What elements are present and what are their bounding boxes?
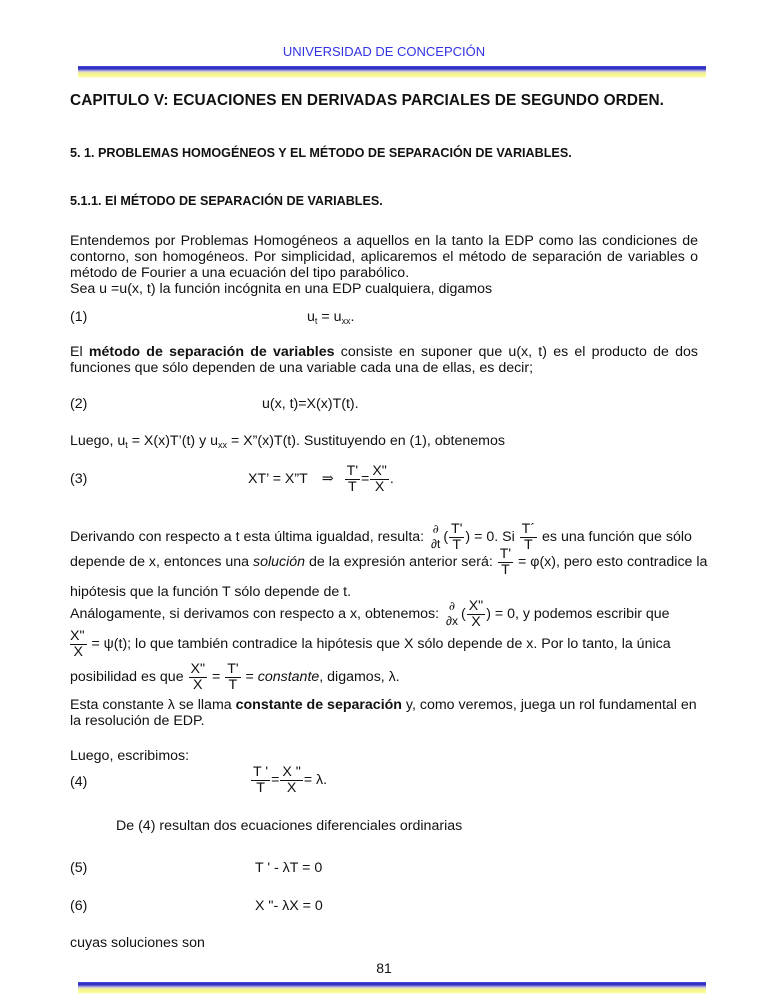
denominator: T [228, 676, 238, 693]
denominator: T [524, 536, 533, 553]
eq-sub: t [125, 440, 128, 450]
intro-paragraph [70, 233, 698, 297]
numerator: X" [70, 627, 85, 644]
eq-text: u [307, 309, 315, 325]
section-heading: 5. 1. PROBLEMAS HOMOGÉNEOS Y EL MÉTODO DE SEPARACIÓN DE VARIABLES. [70, 146, 572, 160]
intro-line: Entendemos por Problemas Homogéneos a aquellos en la tanto la EDP como las condiciones de [70, 233, 698, 249]
denominator: T [348, 478, 357, 495]
method-line [70, 344, 698, 360]
subsection-heading: 5.1.1. El MÉTODO DE SEPARACIÓN DE VARIABLES. [70, 194, 383, 208]
header-divider [78, 66, 706, 78]
eq-text: = [208, 669, 225, 685]
eq-text: = u [317, 309, 342, 325]
italic-term: solución [253, 554, 306, 570]
equation-2: u(x, t)=X(x)T(t). [262, 396, 359, 412]
eq-text: = [241, 669, 258, 685]
escribimos-line: Luego, escribimos: [70, 748, 190, 764]
footer-divider [78, 982, 706, 994]
numerator: T' [451, 520, 463, 537]
denominator: X [193, 676, 203, 693]
fraction [225, 662, 240, 693]
text: Análogamente, si derivamos con respecto a x, obtenemos: [70, 606, 444, 622]
denominator: X [374, 478, 385, 495]
denominator: X [286, 779, 297, 796]
numerator: T' [227, 660, 239, 677]
text: El [70, 344, 89, 360]
fraction [251, 765, 270, 796]
text: = ψ(t); lo que también contradice la hipótesis que X sólo depende de x. Por lo tanto, la única [87, 636, 671, 652]
numerator: T´ [521, 520, 536, 537]
fraction [345, 464, 360, 495]
equation-label: (5) [70, 860, 88, 876]
eq-sub: xx [218, 440, 228, 450]
eq-text: ( [443, 529, 449, 545]
denominator: T [452, 536, 462, 553]
equation-label: (3) [70, 471, 88, 487]
hipotesis-line: hipótesis que la función T sólo depende de t. [70, 584, 352, 600]
text: = φ(x), pero esto contradice la [514, 554, 708, 570]
equation-6: X "- λX = 0 [255, 898, 323, 914]
constante-line: la resolución de EDP. [70, 713, 205, 729]
eq-text: = λ. [303, 772, 328, 788]
bold-term: constante de separación [235, 697, 402, 713]
luego-line [70, 433, 505, 449]
eq-sub: xx [341, 316, 351, 326]
text: = X(x)T’(t) y u [127, 433, 219, 449]
numerator: T' [346, 462, 359, 479]
text: , y podemos escribir que [515, 606, 670, 622]
equation-1 [307, 309, 354, 325]
eq-text: ( [460, 606, 466, 622]
denominator: X [471, 613, 481, 630]
equation-label: (1) [70, 309, 88, 325]
text: de la expresión anterior será: [305, 554, 497, 570]
text: y, como veremos, juega un rol fundamental en [401, 697, 697, 713]
equation-4 [250, 758, 327, 802]
equation-label: (6) [70, 898, 88, 914]
de4-line: De (4) resultan dos ecuaciones diferenciales ordinarias [116, 818, 463, 834]
eq-text: . [389, 471, 394, 487]
text: consiste en suponer que u(x, t) es el producto de dos [334, 344, 698, 360]
text: Derivando con respecto a t esta última igualdad, resulta: [70, 529, 429, 545]
fraction [70, 629, 87, 660]
text: Luego, u [70, 433, 126, 449]
fraction [189, 662, 208, 693]
method-paragraph [70, 344, 698, 376]
denominator: X [73, 643, 83, 660]
numerator: X" [468, 597, 484, 614]
numerator: ∂ [432, 522, 439, 536]
numerator: T ' [253, 763, 269, 780]
denominator: T [256, 779, 265, 796]
constante-paragraph [70, 697, 698, 729]
text: , digamos, λ. [319, 669, 400, 685]
text: Esta constante λ se llama [70, 697, 236, 713]
fraction [280, 765, 302, 796]
header-institution: UNIVERSIDAD DE CONCEPCIÓN [282, 44, 486, 59]
eq-text: = [271, 772, 280, 788]
italic-term: constante [257, 669, 320, 685]
numerator: X" [190, 660, 206, 677]
numerator: T' [499, 545, 512, 562]
cuyas-line: cuyas soluciones son [70, 935, 205, 951]
text: depende de x, entonces una [70, 554, 254, 570]
chapter-title: CAPITULO V: ECUACIONES EN DERIVADAS PARCIALES DE SEGUNDO ORDEN. [70, 92, 665, 109]
fraction [498, 547, 513, 578]
text: es una función que sólo [538, 529, 692, 545]
page-number: 81 [376, 960, 392, 976]
bold-term: método de separación de variables [88, 344, 335, 360]
numerator: X" [372, 462, 387, 479]
fraction [370, 464, 389, 495]
text: posibilidad es que [70, 669, 188, 685]
eq-text: ) = 0 [465, 529, 495, 545]
text: = X”(x)T(t). Sustituyendo en (1), obtenemos [227, 433, 505, 449]
text: . Si [494, 529, 519, 545]
eq-text: . [350, 309, 355, 325]
equation-label: (2) [70, 396, 88, 412]
denominator: T [501, 561, 510, 578]
eq-text: XT’ = X”T [248, 471, 308, 487]
constante-line [70, 697, 698, 713]
denominator: ∂x [446, 614, 458, 628]
method-line: funciones que sólo dependen de una variable cada una de ellas, es decir; [70, 360, 534, 376]
denominator: ∂t [431, 537, 441, 551]
numerator: X " [282, 763, 301, 780]
equation-5: T ' - λT = 0 [255, 860, 323, 876]
eq-text: ) = 0 [486, 606, 515, 622]
numerator: ∂ [448, 599, 456, 613]
intro-line: método de Fourier a una ecuación del tipo parabólico. [70, 265, 410, 281]
posibilidad-line [70, 658, 710, 696]
implies-symbol: ⇒ [321, 471, 334, 487]
eq-text: = [361, 471, 370, 487]
intro-line: contorno, son homogéneos. Por simplicidad, aplicaremos el método de separación de variables o [70, 249, 698, 265]
eq-sub: t [314, 316, 318, 326]
equation-3 [248, 455, 394, 503]
equation-label: (4) [70, 774, 88, 790]
intro-line: Sea u =u(x, t) la función incógnita en una EDP cualquiera, digamos [70, 281, 493, 297]
